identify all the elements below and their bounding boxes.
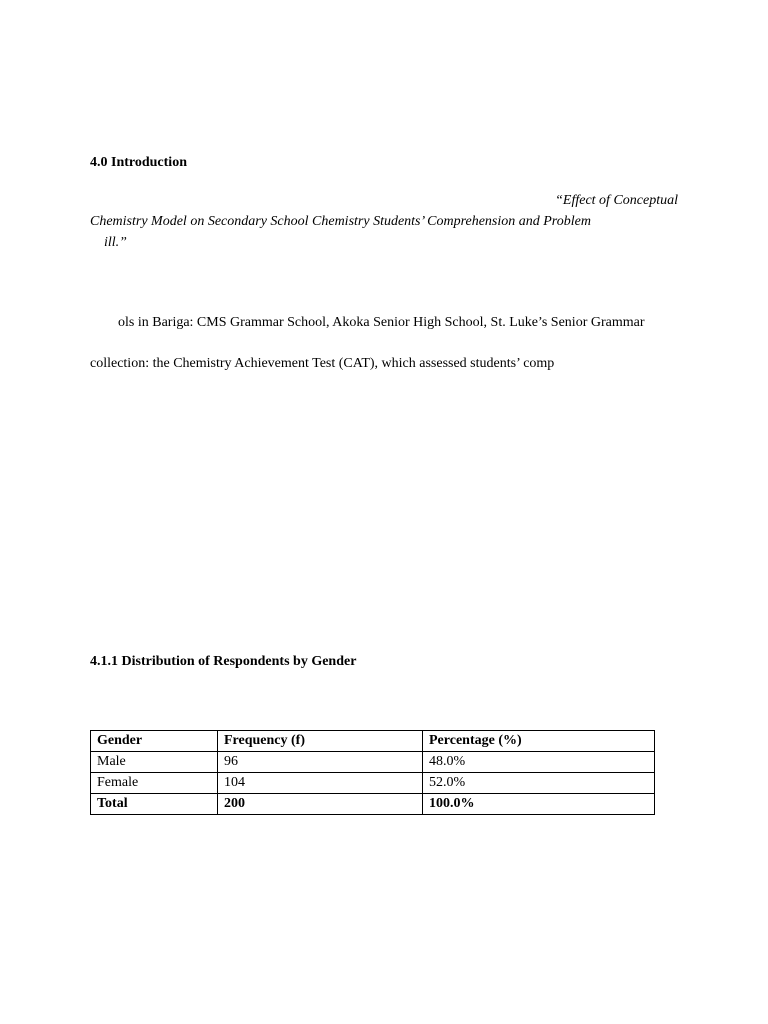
paragraph-line-collection: collection: the Chemistry Achievement Test (CAT), which assessed students’ comp bbox=[90, 356, 555, 371]
table-total-row bbox=[91, 794, 655, 815]
paragraph-line-schools: ols in Bariga: CMS Grammar School, Akoka Senior High School, St. Luke’s Senior Grammar bbox=[118, 315, 645, 330]
column-header-gender: Gender bbox=[91, 731, 218, 752]
study-title-line-3: ill.” bbox=[104, 235, 127, 250]
cell-percentage: 52.0% bbox=[423, 773, 655, 794]
cell-percentage: 48.0% bbox=[423, 752, 655, 773]
cell-frequency: 96 bbox=[218, 752, 423, 773]
cell-frequency: 104 bbox=[218, 773, 423, 794]
column-header-frequency: Frequency (f) bbox=[218, 731, 423, 752]
study-title-line-2: Chemistry Model on Secondary School Chemistry Students’ Comprehension and Problem bbox=[90, 214, 591, 229]
table-header-row bbox=[91, 731, 655, 752]
section-heading-introduction: 4.0 Introduction bbox=[90, 155, 187, 170]
table-row bbox=[91, 752, 655, 773]
cell-total-frequency: 200 bbox=[218, 794, 423, 815]
cell-total-percentage: 100.0% bbox=[423, 794, 655, 815]
table-row bbox=[91, 773, 655, 794]
cell-gender: Female bbox=[91, 773, 218, 794]
study-title-line-1: “Effect of Conceptual bbox=[555, 193, 678, 208]
section-heading-gender-distribution: 4.1.1 Distribution of Respondents by Gender bbox=[90, 654, 357, 669]
cell-gender: Male bbox=[91, 752, 218, 773]
cell-total-label: Total bbox=[91, 794, 218, 815]
gender-distribution-table bbox=[90, 730, 655, 815]
column-header-percentage: Percentage (%) bbox=[423, 731, 655, 752]
